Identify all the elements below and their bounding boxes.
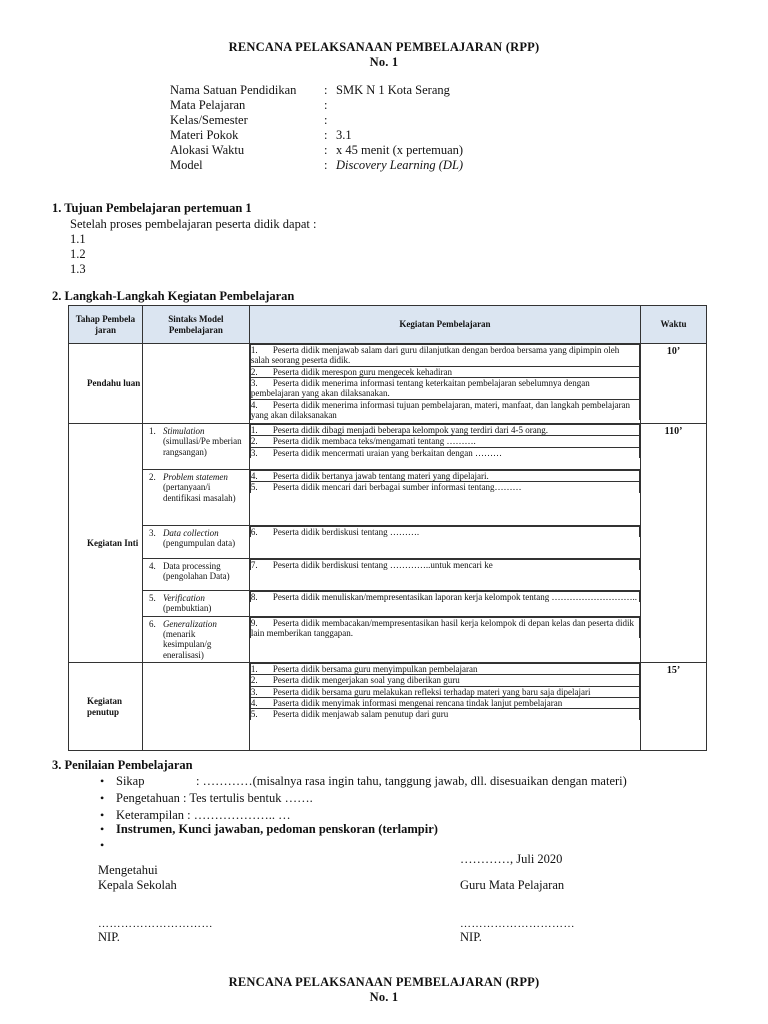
sintaks-step: 6. Generalization (menarik kesimpulan/g eneralisasi) (142, 616, 249, 662)
signature-date: …………, Juli 2020 (460, 852, 563, 866)
activity-item: 1. Peserta didik dibagi menjadi beberapa kelompok yang terdiri dari 4-5 orang. (250, 425, 639, 436)
section-heading: 1. Tujuan Pembelajaran pertemuan 1 (52, 201, 252, 215)
header-kegiatan: Kegiatan Pembelajaran (249, 306, 640, 344)
bullet-icon: • (100, 838, 105, 852)
signature-left-line1: Mengetahui (98, 863, 158, 877)
objective-item: 1.2 (70, 247, 86, 261)
bullet-icon: • (100, 822, 105, 836)
objective-item: 1.3 (70, 262, 86, 276)
assessment-sikap-label: Sikap (116, 774, 145, 788)
identity-label: Materi Pokok (170, 128, 239, 142)
identity-label: Model (170, 158, 203, 172)
activities-cell (249, 559, 640, 591)
activities-cell (249, 424, 640, 470)
activities-cell (249, 663, 640, 751)
signature-right-nip: NIP. (460, 930, 482, 944)
time-penutup: 15’ (641, 663, 707, 751)
signature-right-dots: ………………………… (460, 918, 575, 930)
activity-item: 3. Peserta didik bersama guru melakukan refleksi terhadap materi yang baru saja dipelajari (250, 686, 639, 697)
section-intro: Setelah proses pembelajaran peserta didik dapat : (70, 217, 317, 231)
objective-item: 1.1 (70, 232, 86, 246)
next-page-title: RENCANA PELAKSANAAN PEMBELAJARAN (RPP) (228, 975, 540, 989)
identity-value: x 45 menit (x pertemuan) (336, 143, 464, 157)
identity-label: Mata Pelajaran (170, 98, 246, 112)
activity-item: 3. Peserta didik menerima informasi tentang keterkaitan pembelajaran sebelumnya dengan pembelajaran yang akan dilaksanakan. (250, 378, 639, 400)
activity-item: 4. Peserta didik bertanya jawab tentang materi yang dipelajari. (250, 471, 639, 482)
sintaks-step: 1. Stimulation (simullasi/Pe mberian rangsangan) (142, 424, 249, 470)
sintaks-empty (142, 344, 249, 424)
time-pendahuluan: 10’ (641, 344, 707, 424)
activity-item: 2. Peserta didik membaca teks/mengamati tentang ………. (250, 436, 639, 447)
activity-item: 8. Peserta didik menuliskan/mempresentasikan laporan kerja kelompok tentang ……………………….. (250, 592, 639, 603)
stage-penutup: Kegiatan penutup (69, 663, 143, 751)
header-tahap: Tahap Pembela jaran (69, 306, 143, 344)
activities-cell (249, 344, 640, 424)
sintaks-step: 5. Verification (pembuktian) (142, 591, 249, 617)
sintaks-step: 4. Data processing (pengolahan Data) (142, 559, 249, 591)
identity-label: Alokasi Waktu (170, 143, 245, 157)
stage-pendahuluan: Pendahu luan (69, 344, 143, 424)
identity-label: Nama Satuan Pendidikan (170, 83, 297, 97)
identity-value: SMK N 1 Kota Serang (336, 83, 450, 97)
sintaks-step: 3. Data collection (pengumpulan data) (142, 526, 249, 559)
next-page-number: No. 1 (369, 990, 399, 1004)
activity-item: 1. Peserta didik bersama guru menyimpulkan pembelajaran (250, 664, 639, 675)
activities-cell (249, 526, 640, 559)
document-title: RENCANA PELAKSANAAN PEMBELAJARAN (RPP) (228, 40, 540, 54)
assessment-sikap-value: : …………(misalnya rasa ingin tahu, tanggung jawab, dll. disesuaikan dengan materi) (196, 774, 627, 788)
identity-value: 3.1 (336, 128, 352, 142)
assessment-pengetahuan: Pengetahuan : Tes tertulis bentuk ……. (116, 791, 313, 805)
header-sintaks: Sintaks Model Pembelajaran (142, 306, 249, 344)
activities-cell (249, 616, 640, 662)
activities-cell (249, 591, 640, 617)
signature-left-nip: NIP. (98, 930, 120, 944)
signature-right-title: Guru Mata Pelajaran (460, 878, 565, 892)
sintaks-step: 2. Problem statemen (pertanyaan/i dentifikasi masalah) (142, 470, 249, 526)
bullet-icon: • (100, 791, 105, 805)
assessment-keterampilan: Keterampilan : ……………….. … (116, 808, 291, 822)
activity-item: 9. Peserta didik membacakan/mempresentasikan hasil kerja kelompok di depan kelas dan peserta didik lain memberikan tanggapan. (250, 617, 639, 638)
header-waktu: Waktu (641, 306, 707, 344)
signature-left-line2: Kepala Sekolah (98, 878, 177, 892)
section-heading: 3. Penilaian Pembelajaran (52, 758, 193, 772)
stage-inti: Kegiatan Inti (69, 424, 143, 663)
activity-item: 7. Peserta didik berdiskusi tentang …………..untuk mencari ke (250, 560, 639, 571)
activity-item: 3. Peserta didik mencermati uraian yang berkaitan dengan ……… (250, 447, 639, 458)
document-number: No. 1 (369, 55, 399, 69)
activity-item: 6. Peserta didik berdiskusi tentang ………. (250, 527, 639, 538)
identity-colon: : (324, 83, 328, 97)
identity-colon: : (324, 143, 328, 157)
activities-cell (249, 470, 640, 526)
signature-left-dots: ………………………… (98, 918, 213, 930)
bullet-icon: • (100, 808, 105, 822)
section-heading: 2. Langkah-Langkah Kegiatan Pembelajaran (52, 289, 295, 303)
activity-item: 1. Peserta didik menjawab salam dari guru dilanjutkan dengan berdoa bersama yang dipimpin oleh salah seorang peserta didik. (250, 345, 639, 367)
identity-label: Kelas/Semester (170, 113, 248, 127)
activity-item: 2. Peserta didik mengerjakan soal yang diberikan guru (250, 675, 639, 686)
identity-colon: : (324, 128, 328, 142)
activity-item: 4. Peserta didik menerima informasi tujuan pembelajaran, materi, manfaat, dan langkah pembelajaran yang akan dilaksanakan (250, 399, 639, 420)
identity-colon: : (324, 158, 328, 172)
activity-item: 4. Paserta didik menyimak informasi mengenai rencana tindak lanjut pembelajaran (250, 698, 639, 709)
sintaks-empty (142, 663, 249, 751)
activities-table (68, 305, 707, 751)
identity-colon: : (324, 98, 328, 112)
time-inti: 110’ (641, 424, 707, 663)
bullet-icon: • (100, 774, 105, 788)
activity-item: 2. Peserta didik merespon guru mengecek kehadiran (250, 366, 639, 377)
identity-colon: : (324, 113, 328, 127)
activity-item: 5. Peserta didik menjawab salam penutup dari guru (250, 709, 639, 720)
identity-value: Discovery Learning (DL) (336, 158, 464, 172)
assessment-instrumen: Instrumen, Kunci jawaban, pedoman penskoran (terlampir) (116, 822, 438, 836)
activity-item: 5. Peserta didik mencari dari berbagai sumber informasi tentang……… (250, 482, 639, 493)
